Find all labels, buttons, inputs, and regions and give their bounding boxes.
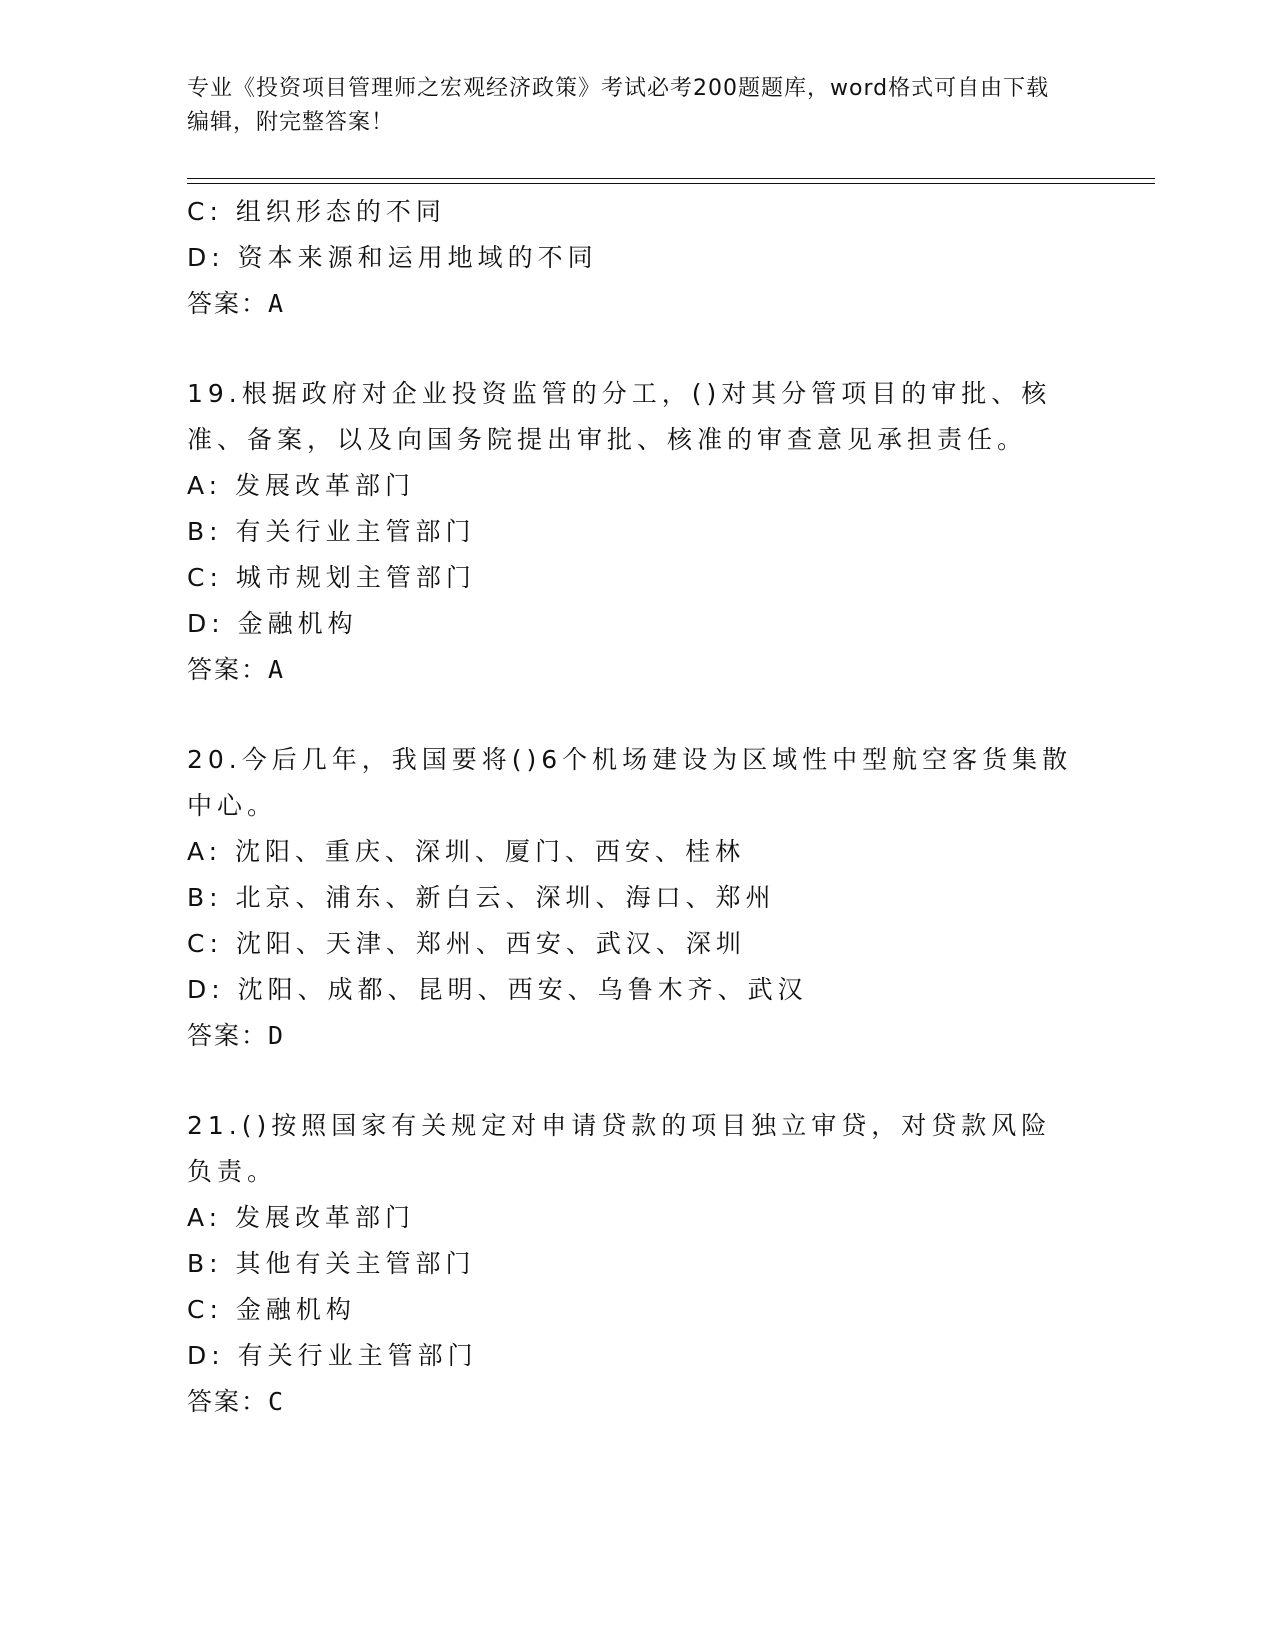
option-a: A: 沈阳、重庆、深圳、厦门、西安、桂林 bbox=[187, 837, 746, 866]
option-a: A: 发展改革部门 bbox=[187, 471, 416, 500]
option-b: B: 有关行业主管部门 bbox=[187, 517, 476, 546]
answer-value: D bbox=[268, 1021, 286, 1050]
option-c: C: 金融机构 bbox=[187, 1295, 356, 1324]
answer-line bbox=[187, 647, 1087, 693]
question-20 bbox=[187, 737, 1087, 1059]
answer-label: 答案： bbox=[187, 289, 269, 318]
option-b: B: 其他有关主管部门 bbox=[187, 1249, 476, 1278]
question-stem: 21.()按照国家有关规定对申请贷款的项目独立审贷，对贷款风险负责。 bbox=[187, 1111, 1052, 1186]
previous-question-continuation bbox=[187, 189, 1087, 327]
answer-line bbox=[187, 281, 1087, 327]
document-header bbox=[187, 72, 1067, 140]
answer-value: A bbox=[268, 289, 286, 318]
option-b: B: 北京、浦东、新白云、深圳、海口、郑州 bbox=[187, 883, 776, 912]
option-c: C: 城市规划主管部门 bbox=[187, 563, 476, 592]
option-d: D: 沈阳、成都、昆明、西安、乌鲁木齐、武汉 bbox=[187, 975, 808, 1004]
question-stem: 20.今后几年，我国要将()6个机场建设为区域性中型航空客货集散中心。 bbox=[187, 745, 1073, 820]
question-stem: 19.根据政府对企业投资监管的分工，()对其分管项目的审批、核准、备案，以及向国务院提出审批、核准的审查意见承担责任。 bbox=[187, 379, 1052, 454]
answer-label: 答案： bbox=[187, 1021, 269, 1050]
answer-value: C bbox=[268, 1387, 286, 1416]
header-title: 专业《投资项目管理师之宏观经济政策》考试必考200题题库，word格式可自由下载编辑，附完整答案！ bbox=[187, 76, 1050, 135]
option-a: A: 发展改革部门 bbox=[187, 1203, 416, 1232]
question-list bbox=[187, 189, 1087, 1425]
answer-line bbox=[187, 1379, 1087, 1425]
option-c: C: 沈阳、天津、郑州、西安、武汉、深圳 bbox=[187, 929, 746, 958]
question-21 bbox=[187, 1103, 1087, 1425]
answer-value: A bbox=[268, 655, 286, 684]
option-c: C: 组织形态的不同 bbox=[187, 197, 446, 226]
answer-label: 答案： bbox=[187, 655, 269, 684]
header-divider-bottom bbox=[187, 183, 1155, 184]
answer-label: 答案： bbox=[187, 1387, 269, 1416]
option-d: D: 有关行业主管部门 bbox=[187, 1341, 478, 1370]
option-d: D: 金融机构 bbox=[187, 609, 358, 638]
option-d: D: 资本来源和运用地域的不同 bbox=[187, 243, 598, 272]
answer-line bbox=[187, 1013, 1087, 1059]
header-divider-top bbox=[187, 178, 1155, 179]
question-19 bbox=[187, 371, 1087, 693]
